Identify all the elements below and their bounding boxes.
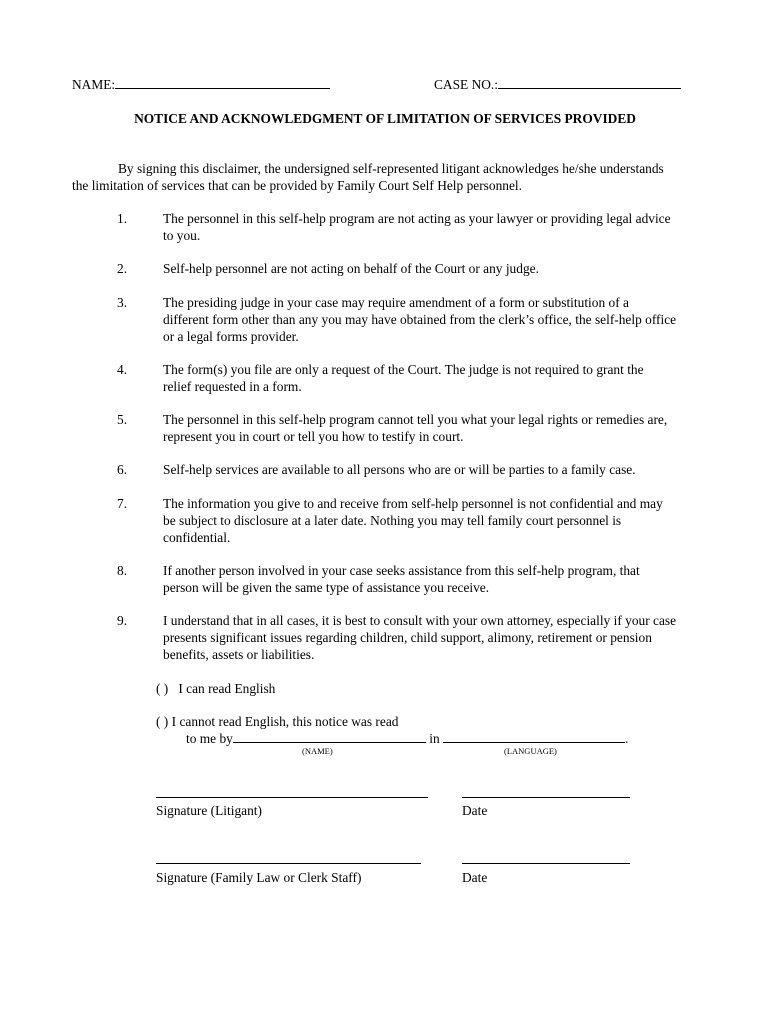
staff-date-line[interactable] [462, 863, 630, 864]
checkbox-box[interactable]: ( ) [156, 714, 169, 729]
checkbox-box[interactable]: ( ) [156, 681, 169, 696]
language-line[interactable] [443, 730, 625, 743]
reader-name-line[interactable] [233, 730, 426, 743]
period: . [625, 731, 629, 746]
item-number: 7. [117, 496, 128, 511]
item-number: 8. [117, 563, 128, 578]
item-number: 3. [117, 295, 128, 310]
checkbox-label: I can read English [178, 681, 276, 696]
staff-signature-label: Signature (Family Law or Clerk Staff) [156, 870, 362, 885]
name-input-line[interactable] [115, 76, 330, 89]
litigant-date-line[interactable] [462, 797, 630, 798]
item-number: 9. [117, 613, 128, 628]
case-number-input-line[interactable] [498, 76, 681, 89]
language-caption: (LANGUAGE) [504, 746, 557, 756]
name-field [72, 76, 330, 93]
item-number: 2. [117, 261, 128, 276]
staff-signature-line[interactable] [156, 863, 421, 864]
litigant-signature-line[interactable] [156, 797, 428, 798]
staff-date-label: Date [462, 870, 488, 885]
litigant-date-label: Date [462, 803, 488, 818]
case-number-field [434, 76, 681, 93]
litigant-signature-label: Signature (Litigant) [156, 803, 262, 818]
item-number: 1. [117, 211, 128, 226]
intro-line-1: By signing this disclaimer, the undersigned self-represented litigant acknowledges he/she understands [118, 161, 664, 176]
checkbox-can-read[interactable] [156, 680, 275, 697]
intro-line-2: the limitation of services that can be provided by Family Court Self Help personnel. [72, 178, 522, 193]
item-number: 6. [117, 462, 128, 477]
checkbox-label: I cannot read English, this notice was read [171, 714, 399, 729]
in-label: in [429, 731, 440, 746]
case-number-label: CASE NO.: [434, 77, 498, 92]
item-number: 5. [117, 412, 128, 427]
checkbox-cannot-read[interactable] [156, 713, 398, 730]
name-label: NAME: [72, 77, 116, 92]
read-by-line [186, 730, 628, 747]
name-caption: (NAME) [302, 746, 333, 756]
to-me-by-label: to me by [186, 731, 233, 746]
document-title: NOTICE AND ACKNOWLEDGMENT OF LIMITATION OF SERVICES PROVIDED [134, 111, 636, 126]
document-page: NAME: CASE NO.: NOTICE AND ACKNOWLEDGMENT OF LIMITATION OF SERVICES PROVIDED By signing this disclaimer, the undersigned self-represented litigant acknowledges he/she understands the limitation of services that can be provided by Family Court Self Help personnel. 1. The personnel in this self-help program are not acting as your lawyer or providing legal advice to you. 2. Self-help personnel are not acting on behalf of the Court or any judge. 3. The presiding judge in your case may require amendment of a form or substitution of a different form other than any you may have obtained from the clerk’s office, the self-help office or a legal forms provider. 4. The form(s) you file are only a request of the Court. The judge is not required to grant the relief requested in a form. 5. The personnel in this self-help program cannot tell you what your legal rights or remedies are, represent you in court or tell you how to testify in court. 6. Self-help services are available to all persons who are or will be parties to a family case. 7. The information you give to and receive from self-help personnel is not confidential and may be subject to disclosure at a later date. Nothing you may tell family court personnel is confidential. 8. If another person involved in your case seeks assistance from this self-help program, that person will be given the same type of assistance you receive. 9. I understand that in all cases, it is best to consult with your own attorney, especially if your case presents significant issues regarding children, child support, alimony, retirement or pension benefits, assets or liabilities. ( ) I can read English ( ) I cannot read English, this notice was read to me by in . (NAME) (LANGUAGE) Signature (Litigant) Date Signature (Family Law or Clerk Staff) Date [0, 0, 770, 1024]
item-number: 4. [117, 362, 128, 377]
